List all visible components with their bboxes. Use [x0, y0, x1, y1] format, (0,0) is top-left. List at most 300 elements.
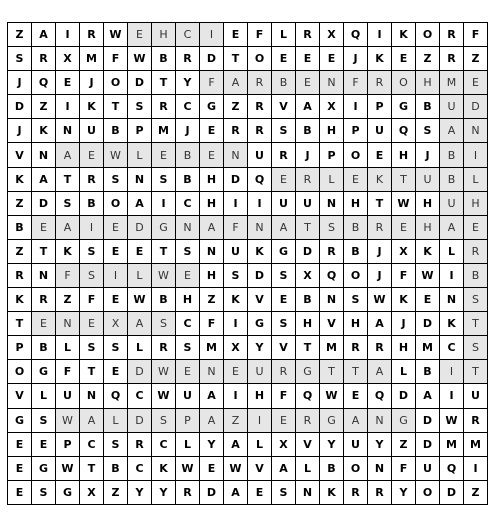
grid-cell[interactable]: A [32, 23, 56, 47]
grid-cell[interactable]: L [320, 168, 344, 192]
grid-cell[interactable]: B [152, 288, 176, 312]
grid-cell[interactable]: T [344, 360, 368, 384]
grid-cell[interactable]: A [32, 168, 56, 192]
grid-cell[interactable]: T [56, 168, 80, 192]
grid-cell[interactable]: R [176, 47, 200, 71]
grid-cell[interactable]: E [296, 47, 320, 71]
grid-cell[interactable]: E [56, 71, 80, 95]
grid-cell[interactable]: U [224, 240, 248, 264]
grid-cell[interactable]: N [176, 216, 200, 240]
grid-cell[interactable]: E [104, 216, 128, 240]
grid-cell[interactable]: W [320, 384, 344, 408]
grid-cell[interactable]: N [32, 264, 56, 288]
grid-cell[interactable]: U [272, 192, 296, 216]
grid-cell[interactable]: K [368, 47, 392, 71]
grid-cell[interactable]: I [368, 23, 392, 47]
grid-cell[interactable]: J [8, 119, 32, 143]
grid-cell[interactable]: A [80, 409, 104, 433]
grid-cell[interactable]: E [272, 168, 296, 192]
grid-cell[interactable]: N [32, 143, 56, 167]
grid-cell[interactable]: K [8, 168, 32, 192]
grid-cell[interactable]: N [464, 119, 488, 143]
grid-cell[interactable]: C [176, 95, 200, 119]
grid-cell[interactable]: L [32, 384, 56, 408]
grid-cell[interactable]: K [8, 288, 32, 312]
grid-cell[interactable]: D [128, 71, 152, 95]
grid-cell[interactable]: E [392, 47, 416, 71]
grid-cell[interactable]: A [224, 433, 248, 457]
grid-cell[interactable]: F [392, 264, 416, 288]
grid-cell[interactable]: S [104, 336, 128, 360]
grid-cell[interactable]: K [224, 288, 248, 312]
grid-cell[interactable]: N [80, 384, 104, 408]
grid-cell[interactable]: T [152, 71, 176, 95]
grid-cell[interactable]: R [368, 336, 392, 360]
grid-cell[interactable]: K [32, 119, 56, 143]
grid-cell[interactable]: D [128, 409, 152, 433]
grid-cell[interactable]: X [56, 47, 80, 71]
grid-cell[interactable]: R [464, 409, 488, 433]
grid-cell[interactable]: B [320, 457, 344, 481]
grid-cell[interactable]: A [56, 143, 80, 167]
grid-cell[interactable]: D [296, 240, 320, 264]
grid-cell[interactable]: W [440, 409, 464, 433]
grid-cell[interactable]: R [296, 23, 320, 47]
grid-cell[interactable]: W [368, 288, 392, 312]
grid-cell[interactable]: E [8, 481, 32, 505]
grid-cell[interactable]: O [344, 143, 368, 167]
grid-cell[interactable]: D [416, 409, 440, 433]
grid-cell[interactable]: G [248, 312, 272, 336]
grid-cell[interactable]: H [464, 192, 488, 216]
grid-cell[interactable]: A [56, 216, 80, 240]
grid-cell[interactable]: N [248, 216, 272, 240]
grid-cell[interactable]: G [8, 409, 32, 433]
grid-cell[interactable]: J [8, 71, 32, 95]
grid-cell[interactable]: N [320, 192, 344, 216]
grid-cell[interactable]: F [392, 457, 416, 481]
grid-cell[interactable]: E [200, 457, 224, 481]
grid-cell[interactable]: I [152, 192, 176, 216]
grid-cell[interactable]: M [464, 433, 488, 457]
grid-cell[interactable]: N [56, 312, 80, 336]
grid-cell[interactable]: C [80, 433, 104, 457]
grid-cell[interactable]: A [128, 192, 152, 216]
grid-cell[interactable]: B [416, 95, 440, 119]
grid-cell[interactable]: N [368, 457, 392, 481]
grid-cell[interactable]: H [152, 23, 176, 47]
grid-cell[interactable]: F [344, 71, 368, 95]
grid-cell[interactable]: F [200, 312, 224, 336]
grid-cell[interactable]: E [80, 312, 104, 336]
grid-cell[interactable]: U [440, 95, 464, 119]
grid-cell[interactable]: C [128, 384, 152, 408]
grid-cell[interactable]: P [128, 119, 152, 143]
grid-cell[interactable]: F [224, 216, 248, 240]
grid-cell[interactable]: U [296, 192, 320, 216]
grid-cell[interactable]: C [440, 336, 464, 360]
grid-cell[interactable]: B [344, 240, 368, 264]
grid-cell[interactable]: Y [368, 433, 392, 457]
grid-cell[interactable]: O [104, 192, 128, 216]
grid-cell[interactable]: E [32, 312, 56, 336]
grid-cell[interactable]: R [80, 168, 104, 192]
grid-cell[interactable]: E [248, 481, 272, 505]
grid-cell[interactable]: U [176, 384, 200, 408]
grid-cell[interactable]: W [152, 264, 176, 288]
grid-cell[interactable]: F [56, 360, 80, 384]
grid-cell[interactable]: O [344, 457, 368, 481]
grid-cell[interactable]: D [440, 481, 464, 505]
grid-cell[interactable]: K [368, 168, 392, 192]
grid-cell[interactable]: S [80, 240, 104, 264]
grid-cell[interactable]: E [80, 143, 104, 167]
grid-cell[interactable]: X [104, 312, 128, 336]
grid-cell[interactable]: N [320, 288, 344, 312]
grid-cell[interactable]: W [104, 23, 128, 47]
grid-cell[interactable]: E [8, 457, 32, 481]
grid-cell[interactable]: S [32, 409, 56, 433]
grid-cell[interactable]: C [152, 433, 176, 457]
grid-cell[interactable]: E [464, 216, 488, 240]
grid-cell[interactable]: U [80, 119, 104, 143]
grid-cell[interactable]: D [416, 433, 440, 457]
grid-cell[interactable]: B [176, 168, 200, 192]
grid-cell[interactable]: I [440, 360, 464, 384]
grid-cell[interactable]: R [344, 481, 368, 505]
grid-cell[interactable]: S [152, 168, 176, 192]
grid-cell[interactable]: Z [32, 95, 56, 119]
grid-cell[interactable]: O [416, 481, 440, 505]
grid-cell[interactable]: K [392, 288, 416, 312]
grid-cell[interactable]: Z [104, 481, 128, 505]
grid-cell[interactable]: B [80, 192, 104, 216]
grid-cell[interactable]: D [200, 47, 224, 71]
grid-cell[interactable]: Y [320, 433, 344, 457]
grid-cell[interactable]: L [128, 336, 152, 360]
grid-cell[interactable]: S [176, 240, 200, 264]
grid-cell[interactable]: M [152, 119, 176, 143]
grid-cell[interactable]: U [416, 168, 440, 192]
grid-cell[interactable]: B [464, 264, 488, 288]
grid-cell[interactable]: Q [248, 168, 272, 192]
grid-cell[interactable]: U [416, 457, 440, 481]
grid-cell[interactable]: E [416, 288, 440, 312]
grid-cell[interactable]: E [272, 288, 296, 312]
grid-cell[interactable]: Z [8, 240, 32, 264]
grid-cell[interactable]: B [104, 457, 128, 481]
grid-cell[interactable]: E [104, 240, 128, 264]
grid-cell[interactable]: F [56, 264, 80, 288]
grid-cell[interactable]: A [200, 216, 224, 240]
grid-cell[interactable]: C [176, 192, 200, 216]
grid-cell[interactable]: J [176, 119, 200, 143]
grid-cell[interactable]: W [416, 264, 440, 288]
grid-cell[interactable]: O [344, 264, 368, 288]
grid-cell[interactable]: O [416, 23, 440, 47]
grid-cell[interactable]: S [272, 312, 296, 336]
grid-cell[interactable]: T [320, 360, 344, 384]
grid-cell[interactable]: W [128, 288, 152, 312]
grid-cell[interactable]: Q [368, 384, 392, 408]
grid-cell[interactable]: R [32, 47, 56, 71]
grid-cell[interactable]: N [320, 71, 344, 95]
grid-cell[interactable]: I [464, 457, 488, 481]
grid-cell[interactable]: T [224, 47, 248, 71]
grid-cell[interactable]: K [80, 95, 104, 119]
grid-cell[interactable]: Z [224, 409, 248, 433]
grid-cell[interactable]: I [224, 192, 248, 216]
grid-cell[interactable]: R [224, 119, 248, 143]
grid-cell[interactable]: D [248, 264, 272, 288]
grid-cell[interactable]: R [152, 95, 176, 119]
grid-cell[interactable]: P [8, 336, 32, 360]
grid-cell[interactable]: E [32, 433, 56, 457]
grid-cell[interactable]: A [128, 312, 152, 336]
grid-cell[interactable]: T [296, 336, 320, 360]
grid-cell[interactable]: I [224, 384, 248, 408]
grid-cell[interactable]: J [344, 47, 368, 71]
grid-cell[interactable]: L [440, 240, 464, 264]
grid-cell[interactable]: W [392, 192, 416, 216]
grid-cell[interactable]: J [368, 264, 392, 288]
grid-cell[interactable]: Q [344, 23, 368, 47]
grid-cell[interactable]: I [224, 312, 248, 336]
grid-cell[interactable]: H [200, 168, 224, 192]
grid-cell[interactable]: D [416, 312, 440, 336]
grid-cell[interactable]: V [248, 288, 272, 312]
grid-cell[interactable]: R [80, 23, 104, 47]
grid-cell[interactable]: A [368, 312, 392, 336]
grid-cell[interactable]: H [344, 312, 368, 336]
grid-cell[interactable]: R [272, 143, 296, 167]
grid-cell[interactable]: E [200, 119, 224, 143]
grid-cell[interactable]: E [176, 264, 200, 288]
grid-cell[interactable]: E [224, 360, 248, 384]
grid-cell[interactable]: P [56, 433, 80, 457]
grid-cell[interactable]: Z [416, 47, 440, 71]
grid-cell[interactable]: S [344, 288, 368, 312]
grid-cell[interactable]: T [32, 240, 56, 264]
grid-cell[interactable]: A [272, 457, 296, 481]
grid-cell[interactable]: V [248, 457, 272, 481]
grid-cell[interactable]: J [80, 71, 104, 95]
grid-cell[interactable]: F [200, 71, 224, 95]
grid-cell[interactable]: Q [320, 264, 344, 288]
grid-cell[interactable]: O [248, 47, 272, 71]
grid-cell[interactable]: Z [464, 47, 488, 71]
grid-cell[interactable]: Y [248, 336, 272, 360]
grid-cell[interactable]: B [176, 143, 200, 167]
grid-cell[interactable]: S [464, 288, 488, 312]
grid-cell[interactable]: I [248, 409, 272, 433]
grid-cell[interactable]: U [464, 384, 488, 408]
grid-cell[interactable]: O [104, 71, 128, 95]
grid-cell[interactable]: B [296, 119, 320, 143]
grid-cell[interactable]: I [56, 23, 80, 47]
grid-cell[interactable]: I [56, 95, 80, 119]
grid-cell[interactable]: Y [200, 433, 224, 457]
grid-cell[interactable]: V [8, 143, 32, 167]
grid-cell[interactable]: S [32, 481, 56, 505]
grid-cell[interactable]: S [80, 336, 104, 360]
grid-cell[interactable]: E [272, 409, 296, 433]
grid-cell[interactable]: U [248, 143, 272, 167]
grid-cell[interactable]: G [296, 360, 320, 384]
grid-cell[interactable]: T [8, 312, 32, 336]
grid-cell[interactable]: T [296, 216, 320, 240]
grid-cell[interactable]: T [80, 360, 104, 384]
grid-cell[interactable]: M [320, 336, 344, 360]
grid-cell[interactable]: H [344, 192, 368, 216]
grid-cell[interactable]: K [152, 457, 176, 481]
grid-cell[interactable]: X [80, 481, 104, 505]
grid-cell[interactable]: U [344, 433, 368, 457]
grid-cell[interactable]: R [152, 336, 176, 360]
grid-cell[interactable]: U [56, 384, 80, 408]
grid-cell[interactable]: S [272, 264, 296, 288]
grid-cell[interactable]: W [104, 143, 128, 167]
grid-cell[interactable]: L [248, 433, 272, 457]
grid-cell[interactable]: P [368, 95, 392, 119]
grid-cell[interactable]: C [176, 23, 200, 47]
grid-cell[interactable]: X [272, 433, 296, 457]
grid-cell[interactable]: F [464, 23, 488, 47]
grid-cell[interactable]: Z [56, 288, 80, 312]
grid-cell[interactable]: R [32, 288, 56, 312]
grid-cell[interactable]: R [272, 360, 296, 384]
grid-cell[interactable]: E [368, 143, 392, 167]
grid-cell[interactable]: M [440, 433, 464, 457]
grid-cell[interactable]: B [344, 216, 368, 240]
grid-cell[interactable]: T [464, 360, 488, 384]
grid-cell[interactable]: Z [392, 433, 416, 457]
grid-cell[interactable]: W [152, 360, 176, 384]
grid-cell[interactable]: A [416, 384, 440, 408]
grid-cell[interactable]: G [32, 360, 56, 384]
grid-cell[interactable]: E [128, 240, 152, 264]
grid-cell[interactable]: B [8, 216, 32, 240]
grid-cell[interactable]: S [272, 119, 296, 143]
grid-cell[interactable]: W [128, 47, 152, 71]
grid-cell[interactable]: G [392, 409, 416, 433]
grid-cell[interactable]: V [8, 384, 32, 408]
grid-cell[interactable]: F [272, 384, 296, 408]
grid-cell[interactable]: J [368, 240, 392, 264]
grid-cell[interactable]: C [176, 312, 200, 336]
grid-cell[interactable]: Q [392, 119, 416, 143]
grid-cell[interactable]: R [248, 119, 272, 143]
grid-cell[interactable]: Z [464, 481, 488, 505]
grid-cell[interactable]: E [8, 433, 32, 457]
grid-cell[interactable]: Q [104, 384, 128, 408]
grid-cell[interactable]: S [224, 264, 248, 288]
grid-cell[interactable]: N [200, 360, 224, 384]
grid-cell[interactable]: N [224, 143, 248, 167]
grid-cell[interactable]: W [56, 409, 80, 433]
grid-cell[interactable]: E [296, 71, 320, 95]
grid-cell[interactable]: H [392, 143, 416, 167]
grid-cell[interactable]: U [368, 119, 392, 143]
grid-cell[interactable]: C [128, 457, 152, 481]
grid-cell[interactable]: B [440, 168, 464, 192]
grid-cell[interactable]: L [128, 143, 152, 167]
grid-cell[interactable]: D [8, 95, 32, 119]
grid-cell[interactable]: F [248, 23, 272, 47]
grid-cell[interactable]: R [296, 409, 320, 433]
grid-cell[interactable]: R [248, 71, 272, 95]
grid-cell[interactable]: L [296, 457, 320, 481]
grid-cell[interactable]: S [176, 336, 200, 360]
grid-cell[interactable]: D [128, 360, 152, 384]
grid-cell[interactable]: E [272, 47, 296, 71]
grid-cell[interactable]: L [464, 168, 488, 192]
grid-cell[interactable]: I [440, 384, 464, 408]
grid-cell[interactable]: H [296, 312, 320, 336]
grid-cell[interactable]: B [152, 47, 176, 71]
grid-cell[interactable]: R [440, 47, 464, 71]
grid-cell[interactable]: S [80, 264, 104, 288]
grid-cell[interactable]: W [56, 457, 80, 481]
grid-cell[interactable]: X [296, 264, 320, 288]
grid-cell[interactable]: E [344, 168, 368, 192]
grid-cell[interactable]: T [80, 457, 104, 481]
grid-cell[interactable]: B [272, 71, 296, 95]
grid-cell[interactable]: V [320, 312, 344, 336]
grid-cell[interactable]: S [464, 336, 488, 360]
grid-cell[interactable]: E [392, 216, 416, 240]
grid-cell[interactable]: E [152, 143, 176, 167]
grid-cell[interactable]: Y [176, 71, 200, 95]
grid-cell[interactable]: J [296, 143, 320, 167]
grid-cell[interactable]: K [440, 312, 464, 336]
grid-cell[interactable]: A [224, 481, 248, 505]
grid-cell[interactable]: G [272, 240, 296, 264]
grid-cell[interactable]: A [200, 409, 224, 433]
grid-cell[interactable]: R [464, 240, 488, 264]
grid-cell[interactable]: N [200, 240, 224, 264]
grid-cell[interactable]: L [104, 409, 128, 433]
grid-cell[interactable]: H [320, 119, 344, 143]
grid-cell[interactable]: A [344, 409, 368, 433]
grid-cell[interactable]: E [464, 71, 488, 95]
grid-cell[interactable]: N [128, 168, 152, 192]
grid-cell[interactable]: W [224, 457, 248, 481]
grid-cell[interactable]: D [224, 168, 248, 192]
grid-cell[interactable]: R [344, 336, 368, 360]
grid-cell[interactable]: K [416, 240, 440, 264]
grid-cell[interactable]: L [176, 433, 200, 457]
grid-cell[interactable]: N [296, 481, 320, 505]
grid-cell[interactable]: M [440, 71, 464, 95]
grid-cell[interactable]: E [320, 47, 344, 71]
grid-cell[interactable]: V [272, 336, 296, 360]
grid-cell[interactable]: A [440, 216, 464, 240]
grid-cell[interactable]: R [128, 433, 152, 457]
grid-cell[interactable]: Z [8, 192, 32, 216]
grid-cell[interactable]: T [392, 168, 416, 192]
grid-cell[interactable]: I [440, 264, 464, 288]
grid-cell[interactable]: D [392, 384, 416, 408]
grid-cell[interactable]: E [176, 360, 200, 384]
grid-cell[interactable]: L [392, 360, 416, 384]
grid-cell[interactable]: E [32, 216, 56, 240]
grid-cell[interactable]: F [104, 47, 128, 71]
grid-cell[interactable]: A [224, 71, 248, 95]
grid-cell[interactable]: P [320, 143, 344, 167]
grid-cell[interactable]: R [248, 95, 272, 119]
grid-cell[interactable]: U [248, 360, 272, 384]
